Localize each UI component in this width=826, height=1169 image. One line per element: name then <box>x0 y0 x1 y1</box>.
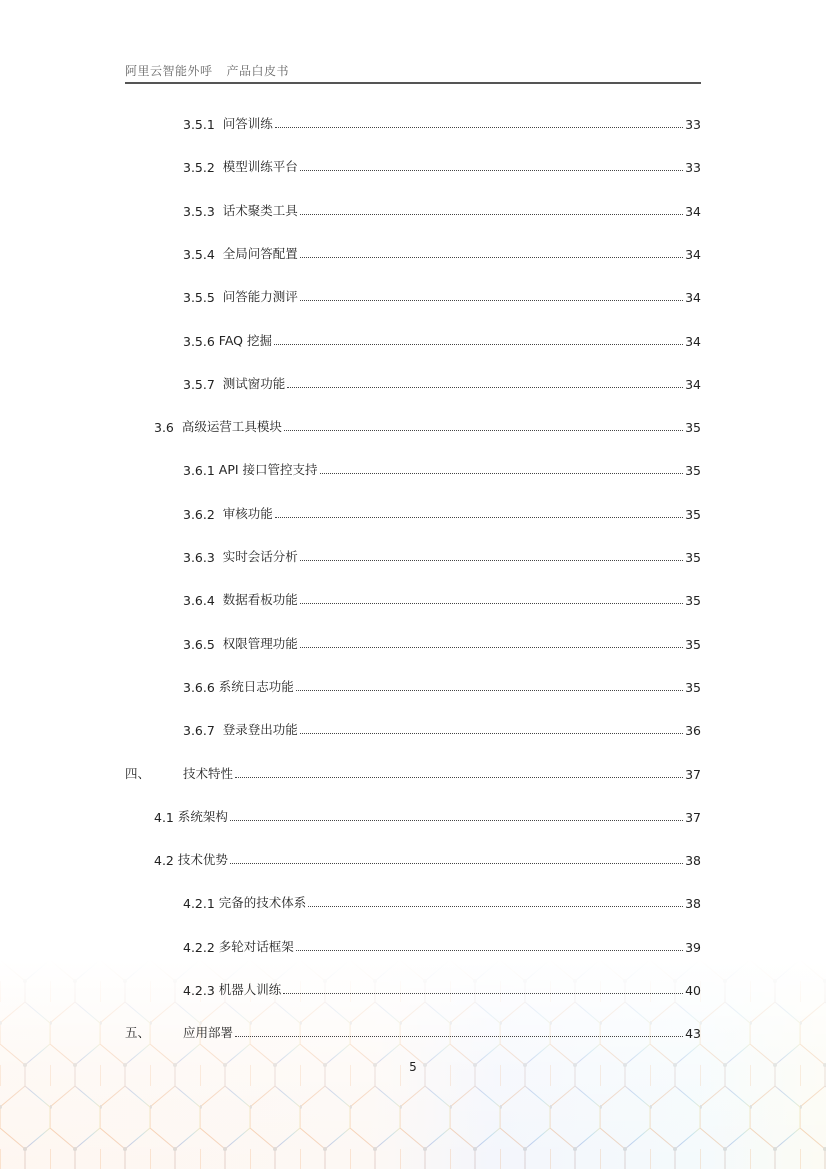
header-title: 阿里云智能外呼 <box>125 64 213 78</box>
toc-entry-number: 3.5.3 <box>183 203 223 219</box>
toc-entry[interactable] <box>0 675 701 695</box>
toc-dot-leader <box>235 777 683 778</box>
toc-dot-leader <box>235 1036 683 1037</box>
toc-entry-title: 审核功能 <box>222 505 273 521</box>
toc-entry-page: 34 <box>685 333 701 349</box>
toc-dot-leader <box>275 517 683 518</box>
toc-entry-number: 3.6.5 <box>183 636 223 652</box>
toc-entry-title: 问答能力测评 <box>222 289 298 305</box>
toc-entry-title: 系统架构 <box>177 808 228 824</box>
toc-entry-page: 37 <box>685 766 701 782</box>
toc-entry-number: 4.2 <box>154 853 178 869</box>
toc-entry[interactable] <box>0 762 701 782</box>
toc-dot-leader <box>283 993 683 994</box>
toc-entry-title: 系统日志功能 <box>218 678 294 694</box>
toc-dot-leader <box>230 863 683 864</box>
toc-entry[interactable] <box>0 805 701 825</box>
header-divider <box>125 82 701 84</box>
page-header <box>125 62 289 79</box>
toc-entry-page: 35 <box>685 463 701 479</box>
toc-entry-number: 4.1 <box>154 809 178 825</box>
toc-entry-page: 35 <box>685 679 701 695</box>
toc-entry[interactable] <box>0 372 701 392</box>
toc-entry-title: 高级运营工具模块 <box>181 419 282 435</box>
toc-entry[interactable] <box>0 199 701 219</box>
toc-entry[interactable] <box>0 848 701 868</box>
toc-dot-leader <box>300 214 683 215</box>
toc-entry-page: 37 <box>685 809 701 825</box>
toc-entry-title: 测试窗功能 <box>222 375 286 391</box>
toc-entry[interactable] <box>0 935 701 955</box>
toc-entry-number: 3.5.1 <box>183 117 223 132</box>
toc-entry-number: 4.2.1 <box>183 896 219 912</box>
toc-entry-number: 四、 <box>125 765 151 781</box>
toc-dot-leader <box>320 473 684 474</box>
toc-entry[interactable] <box>0 1021 701 1041</box>
toc-entry-title: 应用部署 <box>183 1025 234 1041</box>
toc-entry-title: 话术聚类工具 <box>222 202 298 218</box>
toc-dot-leader <box>275 127 683 128</box>
toc-entry[interactable] <box>0 415 701 435</box>
toc-entry-page: 38 <box>685 853 701 869</box>
toc-entry-number: 3.6.2 <box>183 506 223 522</box>
toc-dot-leader <box>274 344 683 345</box>
toc-entry-number: 3.6 <box>154 420 182 436</box>
toc-entry-title: 多轮对话框架 <box>218 938 294 954</box>
toc-entry-number: 五、 <box>125 1025 151 1041</box>
toc-entry-title: FAQ 挖掘 <box>218 332 272 348</box>
toc-entry-title: 登录登出功能 <box>222 722 298 738</box>
toc-entry-title: 实时会话分析 <box>222 549 298 564</box>
toc-entry[interactable] <box>0 718 701 738</box>
toc-entry-title: 模型训练平台 <box>222 159 298 175</box>
toc-entry-number: 3.5.4 <box>183 246 223 262</box>
toc-entry[interactable] <box>0 458 701 478</box>
toc-entry-number: 3.5.6 <box>183 333 219 349</box>
toc-entry[interactable] <box>0 978 701 998</box>
toc-entry-page: 35 <box>685 420 701 436</box>
toc-entry-page: 35 <box>685 593 701 609</box>
toc-entry-page: 35 <box>685 636 701 652</box>
toc-entry-title: 技术特性 <box>183 765 234 781</box>
toc-dot-leader <box>296 950 683 951</box>
toc-entry-page: 34 <box>685 203 701 219</box>
toc-entry-page: 34 <box>685 376 701 392</box>
toc-entry-number: 3.6.7 <box>183 723 223 739</box>
toc-entry-page: 33 <box>685 117 701 132</box>
toc-entry[interactable] <box>0 112 701 132</box>
page-number: 5 <box>409 1060 417 1074</box>
toc-entry-title: 技术优势 <box>177 852 228 868</box>
toc-entry-title: 数据看板功能 <box>222 592 298 608</box>
toc-entry[interactable] <box>0 242 701 262</box>
toc-dot-leader <box>287 387 683 388</box>
toc-dot-leader <box>308 906 683 907</box>
toc-entry-number: 3.6.1 <box>183 463 219 479</box>
toc-entry-title: 问答训练 <box>222 116 273 131</box>
toc-entry-page: 34 <box>685 290 701 306</box>
toc-dot-leader <box>300 257 683 258</box>
toc-entry-number: 4.2.2 <box>183 939 219 955</box>
toc-entry-number: 3.5.2 <box>183 160 223 176</box>
toc-entry-title: 完备的技术体系 <box>218 895 307 911</box>
toc-entry-page: 33 <box>685 160 701 176</box>
toc-entry[interactable] <box>0 588 701 608</box>
toc-entry-title: 权限管理功能 <box>222 635 298 651</box>
toc-entry-page: 34 <box>685 246 701 262</box>
toc-entry-number: 3.5.7 <box>183 376 223 392</box>
toc-entry[interactable] <box>0 632 701 652</box>
toc-entry-number: 3.6.6 <box>183 679 219 695</box>
toc-entry-page: 40 <box>685 983 701 998</box>
toc-entry-number: 4.2.3 <box>183 983 219 998</box>
toc-dot-leader <box>300 300 683 301</box>
toc-entry-page: 43 <box>685 1026 701 1042</box>
toc-dot-leader <box>284 430 683 431</box>
toc-entry-title: 机器人训练 <box>218 982 282 997</box>
toc-dot-leader <box>300 560 683 561</box>
toc-entry-page: 35 <box>685 550 701 565</box>
toc-entry[interactable] <box>0 329 701 349</box>
toc-dot-leader <box>300 733 683 734</box>
toc-entry-page: 36 <box>685 723 701 739</box>
toc-dot-leader <box>296 690 683 691</box>
toc-entry-page: 39 <box>685 939 701 955</box>
toc-entry-title: 全局问答配置 <box>222 245 298 261</box>
toc-dot-leader <box>300 170 683 171</box>
toc-dot-leader <box>300 603 683 604</box>
toc-entry[interactable] <box>0 502 701 522</box>
toc-entry[interactable] <box>0 891 701 911</box>
toc-entry[interactable] <box>0 545 701 565</box>
toc-entry-page: 38 <box>685 896 701 912</box>
toc-entry[interactable] <box>0 155 701 175</box>
header-subtitle: 产品白皮书 <box>226 64 290 78</box>
toc-dot-leader <box>300 647 683 648</box>
toc-entry-number: 3.6.4 <box>183 593 223 609</box>
toc-entry[interactable] <box>0 285 701 305</box>
toc-entry-page: 35 <box>685 506 701 522</box>
toc-dot-leader <box>230 820 683 821</box>
toc-entry-number: 3.6.3 <box>183 550 223 565</box>
toc-entry-number: 3.5.5 <box>183 290 223 306</box>
toc-entry-title: API 接口管控支持 <box>218 462 318 478</box>
